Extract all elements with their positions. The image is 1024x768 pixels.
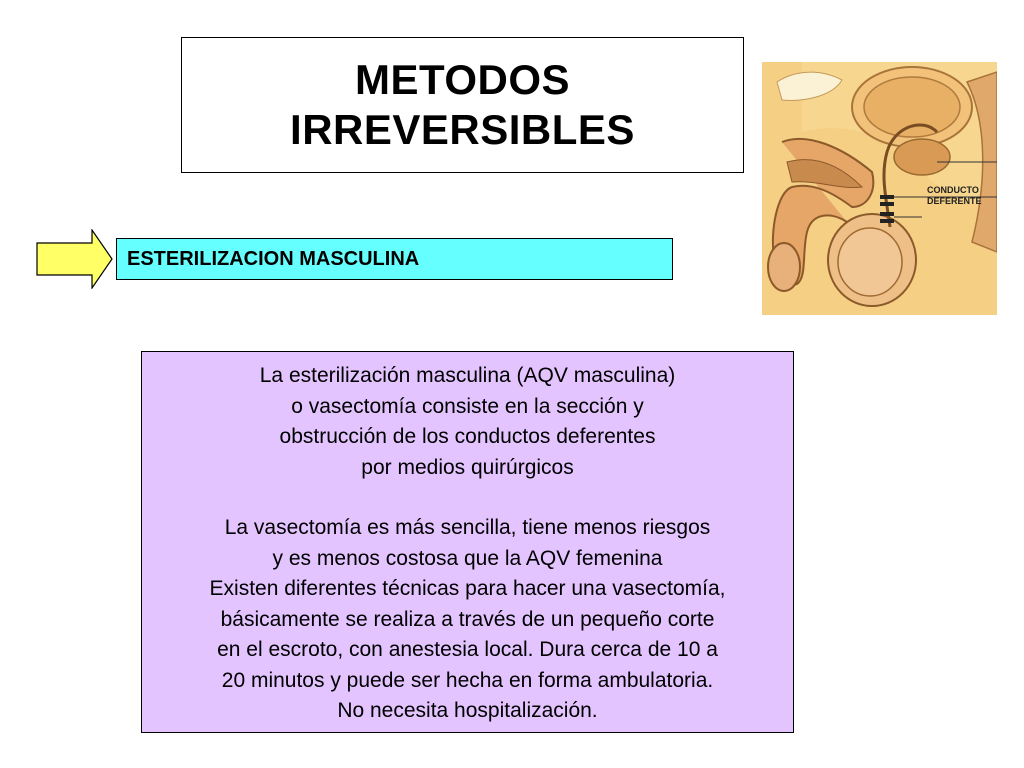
diagram-label-line-1: CONDUCTO: [927, 185, 979, 195]
paragraph-2-line: en el escroto, con anestesia local. Dura cerca de 10 a: [217, 638, 718, 661]
testis-shape: [838, 228, 902, 296]
anatomy-diagram: [762, 62, 997, 315]
content-box: [141, 351, 794, 733]
subtitle-text: ESTERILIZACION MASCULINA: [127, 247, 420, 270]
paragraph-2-line: y es menos costosa que la AQV femenina: [272, 546, 663, 570]
prostate-shape: [894, 139, 950, 175]
glans-shape: [768, 243, 800, 291]
paragraph-2-line: básicamente se realiza a través de un pequeño corte: [220, 607, 715, 631]
paragraph-1-line: obstrucción de los conductos deferentes: [279, 425, 656, 448]
right-arrow-icon: [36, 229, 114, 289]
bladder-inner-shape: [864, 77, 960, 137]
subtitle-box: [116, 238, 673, 280]
paragraph-2-line: Existen diferentes técnicas para hacer una vasectomía,: [209, 577, 726, 600]
paragraph-1-line: por medios quirúrgicos: [361, 455, 574, 479]
diagram-label-line-2: DEFERENTE: [927, 196, 982, 206]
title-line-1: METODOS: [354, 56, 571, 103]
paragraph-1-line: o vasectomía consiste en la sección y: [291, 394, 644, 418]
paragraph-2-line: La vasectomía es más sencilla, tiene menos riesgos: [224, 516, 711, 539]
paragraph-2-line: No necesita hospitalización.: [337, 699, 598, 722]
paragraph-spacer: [142, 483, 793, 513]
title-line-2: IRREVERSIBLES: [290, 106, 635, 153]
paragraph-2-line: 20 minutos y puede ser hecha en forma ambulatoria.: [221, 668, 714, 692]
paragraph-1-line: La esterilización masculina (AQV masculina): [259, 364, 676, 387]
title-box: [181, 37, 744, 173]
